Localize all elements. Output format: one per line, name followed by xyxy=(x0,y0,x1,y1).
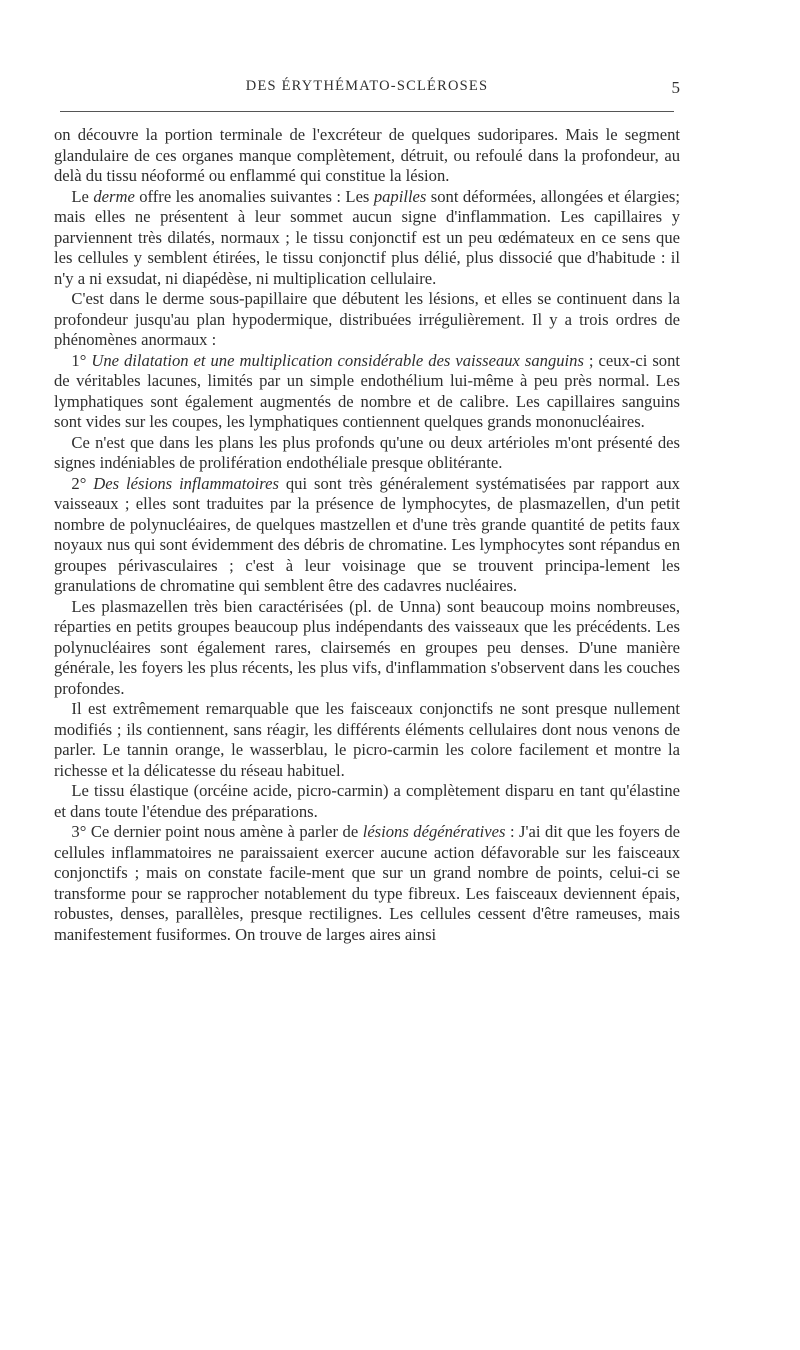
paragraph: Le derme offre les anomalies suivantes : Les papilles sont déformées, allongées et élargies; mais elles ne présentent à leur sommet aucun signe d'inflammation. Les capillaires y parviennent très dilatés, normaux ; le tissu conjonctif est un peu œdémateux en ce sens que les cellules y semblent étirées, le tissu conjonctif plus délié, plus dissocié que d'habitude : il n'y a ni exsudat, ni diapédèse, ni multiplication cellulaire. xyxy=(54,186,680,288)
paragraph: Le tissu élastique (orcéine acide, picro-carmin) a complètement disparu en tant qu'élastine et dans toute l'étendue des préparations. xyxy=(54,781,680,821)
paragraph: 1° Une dilatation et une multiplication considérable des vaisseaux sanguins ; ceux-ci sont de véritables lacunes, limités par un simple endothélium lui-même à peu près normal. Les lymphatiques sont également augmentés de nombre et de calibre. Les capillaires sanguins sont vides sur les coupes, les lymphatiques contiennent quelques grands mononucléaires. xyxy=(54,350,680,431)
body-text xyxy=(54,125,680,945)
paragraph: C'est dans le derme sous-papillaire que débutent les lésions, et elles se continuent dans la profondeur jusqu'au plan hypodermique, distribuées irrégulièrement. Il y a trois ordres de phénomènes anormaux : xyxy=(54,289,680,349)
paragraph: Les plasmazellen très bien caractérisées (pl. de Unna) sont beaucoup moins nombreuses, réparties en petits groupes beaucoup plus indépendants des vaisseaux que les précédents. Les polynucléaires sont également rares, clairsemés en groupes peu denses. D'une manière générale, les foyers les plus récents, les plus vifs, d'inflammation s'observent dans les couches profondes. xyxy=(54,596,680,698)
running-title: DES ÉRYTHÉMATO-SCLÉROSES xyxy=(245,78,489,94)
paragraph: Il est extrêmement remarquable que les faisceaux conjonctifs ne sont presque nullement modifiés ; ils contiennent, sans réagir, les différents éléments cellulaires dont nous venons de parler. Le tannin orange, le wasserblau, le picro-carmin les colore facilement et montre la richesse et la délicatesse du réseau habituel. xyxy=(54,699,680,780)
paragraph: 3° Ce dernier point nous amène à parler de lésions dégénératives : J'ai dit que les foyers de cellules inflammatoires ne paraissaient exercer aucune action défavorable sur les faisceaux conjonctifs ; mais on constate facile-ment que sur un grand nombre de points, celui-ci se transforme pour se rapprocher notablement du type fibreux. Les faisceaux deviennent épais, robustes, denses, parallèles, presque rectilignes. Les cellules cessent d'être rameuses, mais manifestement fusiformes. On trouve de larges aires ainsi xyxy=(54,822,680,944)
book-page xyxy=(54,0,680,1350)
page-number: 5 xyxy=(671,78,680,97)
paragraph: on découvre la portion terminale de l'excréteur de quelques sudoripares. Mais le segment glandulaire de ces organes manque complètement, détruit, ou refoulé dans la profondeur, au delà du tissu néoformé ou enflammé qui constitue la lésion. xyxy=(54,125,680,185)
paragraph: Ce n'est que dans les plans les plus profonds qu'une ou deux artérioles m'ont présenté des signes indéniables de prolifération endothéliale presque oblitérante. xyxy=(54,432,680,472)
header-rule xyxy=(60,111,674,112)
running-head xyxy=(54,78,680,100)
paragraph: 2° Des lésions inflammatoires qui sont très généralement systématisées par rapport aux vaisseaux ; elles sont traduites par la présence de lymphocytes, de plasmazellen, d'un petit nombre de polynucléaires, de quelques mastzellen et d'une très grande quantité de petits faux noyaux nus qui sont évidemment des débris de chromatine. Les lymphocytes sont répandus en groupes périvasculaires ; c'est à leur voisinage que se trouvent principa-lement les granulations de chromatine qui semblent être des cadavres nucléaires. xyxy=(54,473,680,595)
